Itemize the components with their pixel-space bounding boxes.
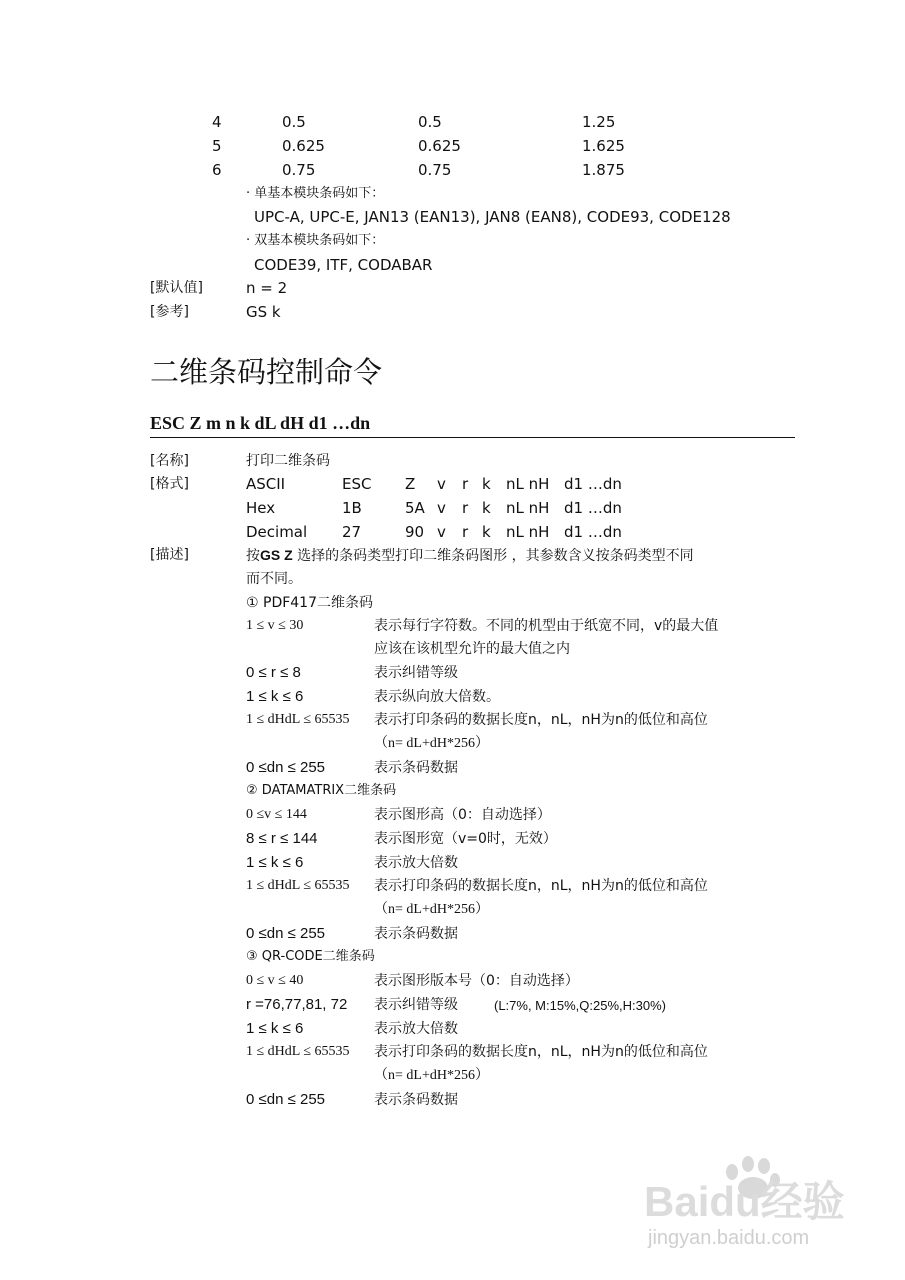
table-cell: 0.5 — [418, 113, 442, 131]
param-desc: 表示每行字符数。不同的机型由于纸宽不同，v的最大值 — [374, 618, 719, 634]
table-cell: r — [462, 475, 469, 493]
param-range: 1 ≤ k ≤ 6 — [246, 1020, 304, 1037]
param-desc: 表示打印条码的数据长度n，nL，nH为n的低位和高位 — [374, 712, 708, 728]
description-pre: 按 — [246, 548, 260, 564]
table-cell: nL nH — [506, 523, 550, 541]
double-module-list: CODE39, ITF, CODABAR — [254, 256, 433, 274]
watermark-brand: Baidu经验 — [644, 1178, 845, 1225]
table-cell: v — [437, 523, 446, 541]
table-cell: 27 — [342, 523, 362, 541]
param-desc: 表示图形宽（v=0时，无效） — [374, 831, 557, 847]
table-cell: 0.625 — [282, 137, 325, 155]
param-range: 0 ≤dn ≤ 255 — [246, 759, 326, 776]
param-desc: 表示纠错等级 — [374, 997, 458, 1013]
section-title: 二维条码控制命令 — [150, 355, 383, 389]
error-levels: (L:7%, M:15%,Q:25%,H:30%) — [494, 998, 666, 1013]
table-cell: ESC — [342, 475, 372, 493]
table-cell: ASCII — [246, 475, 286, 493]
param-range: 1 ≤ dHdL ≤ 65535 — [246, 1044, 350, 1059]
description-label: [描述] — [150, 547, 189, 563]
name-label: [名称] — [150, 453, 189, 469]
table-cell: 1.875 — [582, 161, 625, 179]
baidu-watermark — [640, 1150, 850, 1250]
single-module-list: UPC-A, UPC-E, JAN13 (EAN13), JAN8 (EAN8), CODE93, CODE128 — [254, 208, 731, 226]
description-post: 选择的条码类型打印二维条码图形 ，其参数含义按条码类型不同 — [292, 548, 694, 564]
reference-label: [参考] — [150, 304, 189, 320]
param-range: 1 ≤ dHdL ≤ 65535 — [246, 878, 350, 893]
table-cell: 1.625 — [582, 137, 625, 155]
default-value-label: [默认值] — [150, 280, 203, 296]
param-range: 0 ≤ r ≤ 8 — [246, 664, 301, 681]
table-cell: v — [437, 499, 446, 517]
table-cell: 5 — [212, 137, 222, 155]
param-desc: 表示打印条码的数据长度n，nL，nH为n的低位和高位 — [374, 1044, 708, 1060]
param-desc: 应该在该机型允许的最大值之内 — [374, 641, 570, 657]
param-desc: 表示图形版本号（0：自动选择） — [374, 973, 579, 989]
param-desc: 表示条码数据 — [374, 926, 458, 942]
single-module-title: · 单基本模块条码如下： — [246, 186, 385, 201]
table-cell: nL nH — [506, 499, 550, 517]
table-cell: 0.625 — [418, 137, 461, 155]
param-range: 0 ≤v ≤ 144 — [246, 807, 307, 822]
description-command: GS Z — [260, 547, 293, 563]
heading-rule — [150, 437, 795, 438]
datamatrix-title: ② DATAMATRIX二维条码 — [246, 783, 397, 798]
table-cell: 1B — [342, 499, 362, 517]
table-cell: k — [482, 475, 491, 493]
param-range: 0 ≤dn ≤ 255 — [246, 925, 326, 942]
param-desc: 表示纠错等级 — [374, 665, 458, 681]
command-heading: ESC Z m n k dL dH d1 …dn — [150, 413, 371, 433]
reference-value: GS k — [246, 303, 281, 321]
param-desc: （n= dL+dH*256） — [374, 736, 489, 751]
param-range: 1 ≤ k ≤ 6 — [246, 688, 304, 705]
table-cell: r — [462, 499, 469, 517]
table-cell: nL nH — [506, 475, 550, 493]
param-range: 8 ≤ r ≤ 144 — [246, 830, 318, 847]
table-cell: 90 — [405, 523, 425, 541]
table-cell: 0.5 — [282, 113, 306, 131]
table-cell: k — [482, 523, 491, 541]
description-line-2: 而不同。 — [246, 571, 302, 587]
table-cell: Decimal — [246, 523, 308, 541]
table-cell: k — [482, 499, 491, 517]
watermark-url: jingyan.baidu.com — [648, 1227, 810, 1249]
param-desc: （n= dL+dH*256） — [374, 1068, 489, 1083]
double-module-title: · 双基本模块条码如下： — [246, 233, 385, 248]
table-cell: 5A — [405, 499, 425, 517]
param-desc: 表示放大倍数 — [374, 855, 458, 871]
table-cell: 0.75 — [418, 161, 452, 179]
table-cell: Hex — [246, 499, 276, 517]
default-value: n = 2 — [246, 279, 288, 297]
table-cell: 4 — [212, 113, 222, 131]
table-cell: d1 …dn — [564, 475, 622, 493]
param-range: 1 ≤ dHdL ≤ 65535 — [246, 712, 350, 727]
param-desc: （n= dL+dH*256） — [374, 902, 489, 917]
param-desc: 表示图形高（0：自动选择） — [374, 807, 551, 823]
param-range: r =76,77,81, 72 — [246, 996, 348, 1013]
table-cell: r — [462, 523, 469, 541]
param-desc: 表示条码数据 — [374, 1092, 458, 1108]
table-cell: 1.25 — [582, 113, 616, 131]
format-label: [格式] — [150, 476, 189, 492]
table-cell: 0.75 — [282, 161, 316, 179]
param-range: 0 ≤ v ≤ 40 — [246, 973, 304, 988]
qrcode-title: ③ QR-CODE二维条码 — [246, 949, 375, 964]
table-cell: Z — [405, 475, 416, 493]
param-desc: 表示纵向放大倍数。 — [374, 689, 500, 705]
table-cell: d1 …dn — [564, 499, 622, 517]
param-range: 1 ≤ v ≤ 30 — [246, 618, 304, 633]
param-range: 0 ≤dn ≤ 255 — [246, 1091, 326, 1108]
name-value: 打印二维条码 — [246, 453, 330, 469]
param-desc: 表示放大倍数 — [374, 1021, 458, 1037]
table-cell: 6 — [212, 161, 222, 179]
param-range: 1 ≤ k ≤ 6 — [246, 854, 304, 871]
table-cell: v — [437, 475, 446, 493]
param-desc: 表示条码数据 — [374, 760, 458, 776]
table-cell: d1 …dn — [564, 523, 622, 541]
description-line-1 — [246, 545, 694, 566]
param-desc: 表示打印条码的数据长度n，nL，nH为n的低位和高位 — [374, 878, 708, 894]
pdf417-title: ① PDF417二维条码 — [246, 595, 373, 611]
